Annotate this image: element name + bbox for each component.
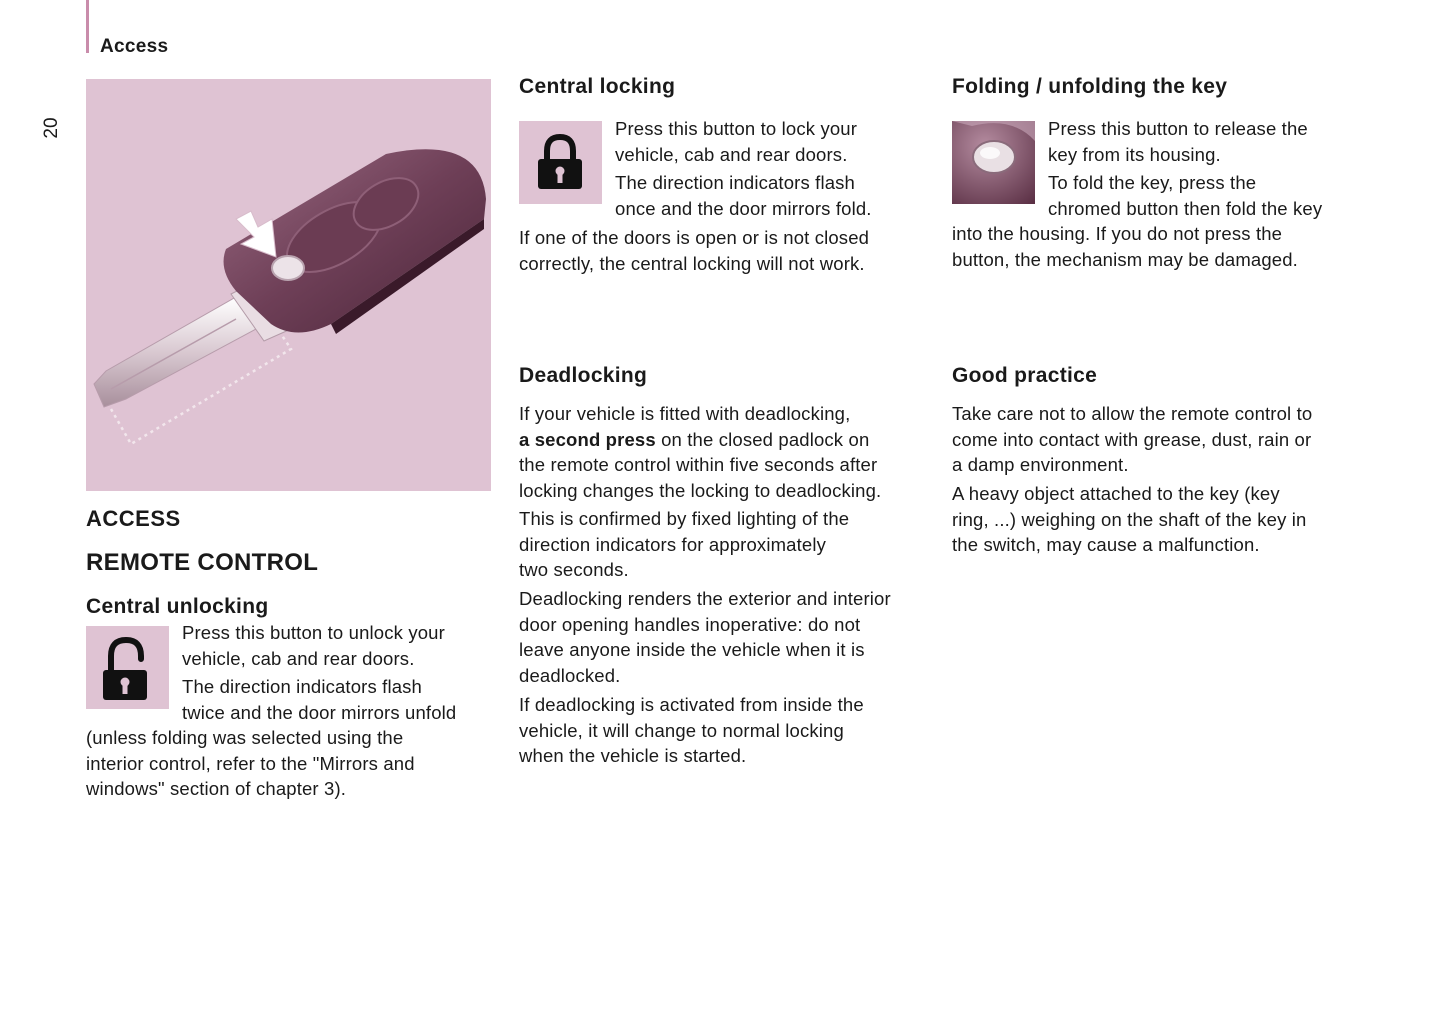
folding-title: Folding / unfolding the key: [952, 75, 1228, 98]
deadlocking-line: the remote control within five seconds after: [519, 454, 878, 476]
good-practice-paragraph: [952, 481, 1307, 558]
deadlocking-paragraph: [519, 401, 881, 503]
deadlocking-paragraph: [519, 506, 849, 583]
lock-line: vehicle, cab and rear doors.: [615, 143, 848, 165]
access-heading: ACCESS: [86, 506, 181, 531]
deadlocking-line: If your vehicle is fitted with deadlocking,: [519, 403, 851, 424]
deadlocking-line: when the vehicle is started.: [519, 745, 747, 767]
good-practice-line: come into contact with grease, dust, rain or: [952, 428, 1312, 450]
lock-line: once and the door mirrors fold.: [615, 197, 872, 219]
good-practice-line: ring, ...) weighing on the shaft of the key in: [952, 508, 1307, 530]
folding-line: into the housing. If you do not press the: [952, 223, 1283, 244]
release-button-icon: [952, 121, 1035, 204]
folding-line: chromed button then fold the key: [1048, 197, 1323, 219]
folding-line: Press this button to release the: [1048, 118, 1308, 139]
deadlocking-line: Deadlocking renders the exterior and interior: [519, 588, 891, 609]
remote-key-icon: [86, 79, 491, 491]
good-practice-paragraph: [952, 401, 1312, 478]
closed-padlock-icon: [519, 121, 602, 204]
deadlocking-line: vehicle, it will change to normal locking: [519, 719, 844, 741]
central-locking-title: Central locking: [519, 75, 676, 98]
good-practice-line: the switch, may cause a malfunction.: [952, 534, 1260, 556]
unlock-line: windows" section of chapter 3).: [86, 778, 347, 800]
unlock-line: The direction indicators flash: [182, 676, 422, 697]
folding-line: key from its housing.: [1048, 143, 1221, 165]
unlock-line: twice and the door mirrors unfold: [182, 701, 457, 723]
lock-line: If one of the doors is open or is not closed: [519, 227, 870, 248]
good-practice-title: Good practice: [952, 364, 1098, 387]
deadlocking-line: two seconds.: [519, 559, 629, 581]
deadlocking-line: on the closed padlock on: [655, 428, 870, 450]
deadlocking-line: This is confirmed by fixed lighting of the: [519, 508, 850, 529]
deadlocking-line: deadlocked.: [519, 664, 621, 686]
deadlocking-line: direction indicators for approximately: [519, 533, 826, 555]
unlock-line: Press this button to unlock your: [182, 622, 445, 643]
folding-line: button, the mechanism may be damaged.: [952, 248, 1298, 270]
folding-line: To fold the key, press the: [1048, 172, 1257, 193]
lock-icon-box: [519, 121, 602, 204]
good-practice-line: Take care not to allow the remote control to: [952, 403, 1313, 424]
deadlocking-title: Deadlocking: [519, 364, 648, 387]
deadlocking-paragraph: [519, 692, 864, 769]
lock-line: The direction indicators flash: [615, 172, 855, 193]
section-label: Access: [100, 36, 169, 57]
lock-line: correctly, the central locking will not work.: [519, 252, 865, 274]
deadlocking-line: locking changes the locking to deadlocking.: [519, 479, 882, 501]
lock-line: Press this button to lock your: [615, 118, 858, 139]
unlock-line: (unless folding was selected using the: [86, 727, 404, 748]
open-padlock-icon: [86, 626, 169, 709]
good-practice-line: a damp environment.: [952, 454, 1129, 476]
central-unlocking-title: Central unlocking: [86, 595, 269, 618]
good-practice-line: A heavy object attached to the key (key: [952, 483, 1280, 504]
remote-key-illustration: [86, 79, 491, 491]
deadlocking-line: door opening handles inoperative: do not: [519, 613, 861, 635]
deadlocking-line: leave anyone inside the vehicle when it is: [519, 639, 865, 661]
remote-control-heading: REMOTE CONTROL: [86, 549, 319, 576]
deadlocking-paragraph: [519, 586, 891, 688]
second-press-emphasis: a second press: [519, 428, 656, 450]
header-rule: [86, 0, 89, 53]
unlock-icon-box: [86, 626, 169, 709]
page-number: 20: [41, 117, 62, 139]
deadlocking-line: If deadlocking is activated from inside the: [519, 694, 864, 715]
unlock-line: vehicle, cab and rear doors.: [182, 647, 415, 669]
unlock-line: interior control, refer to the "Mirrors and: [86, 752, 415, 774]
fold-icon-box: [952, 121, 1035, 204]
